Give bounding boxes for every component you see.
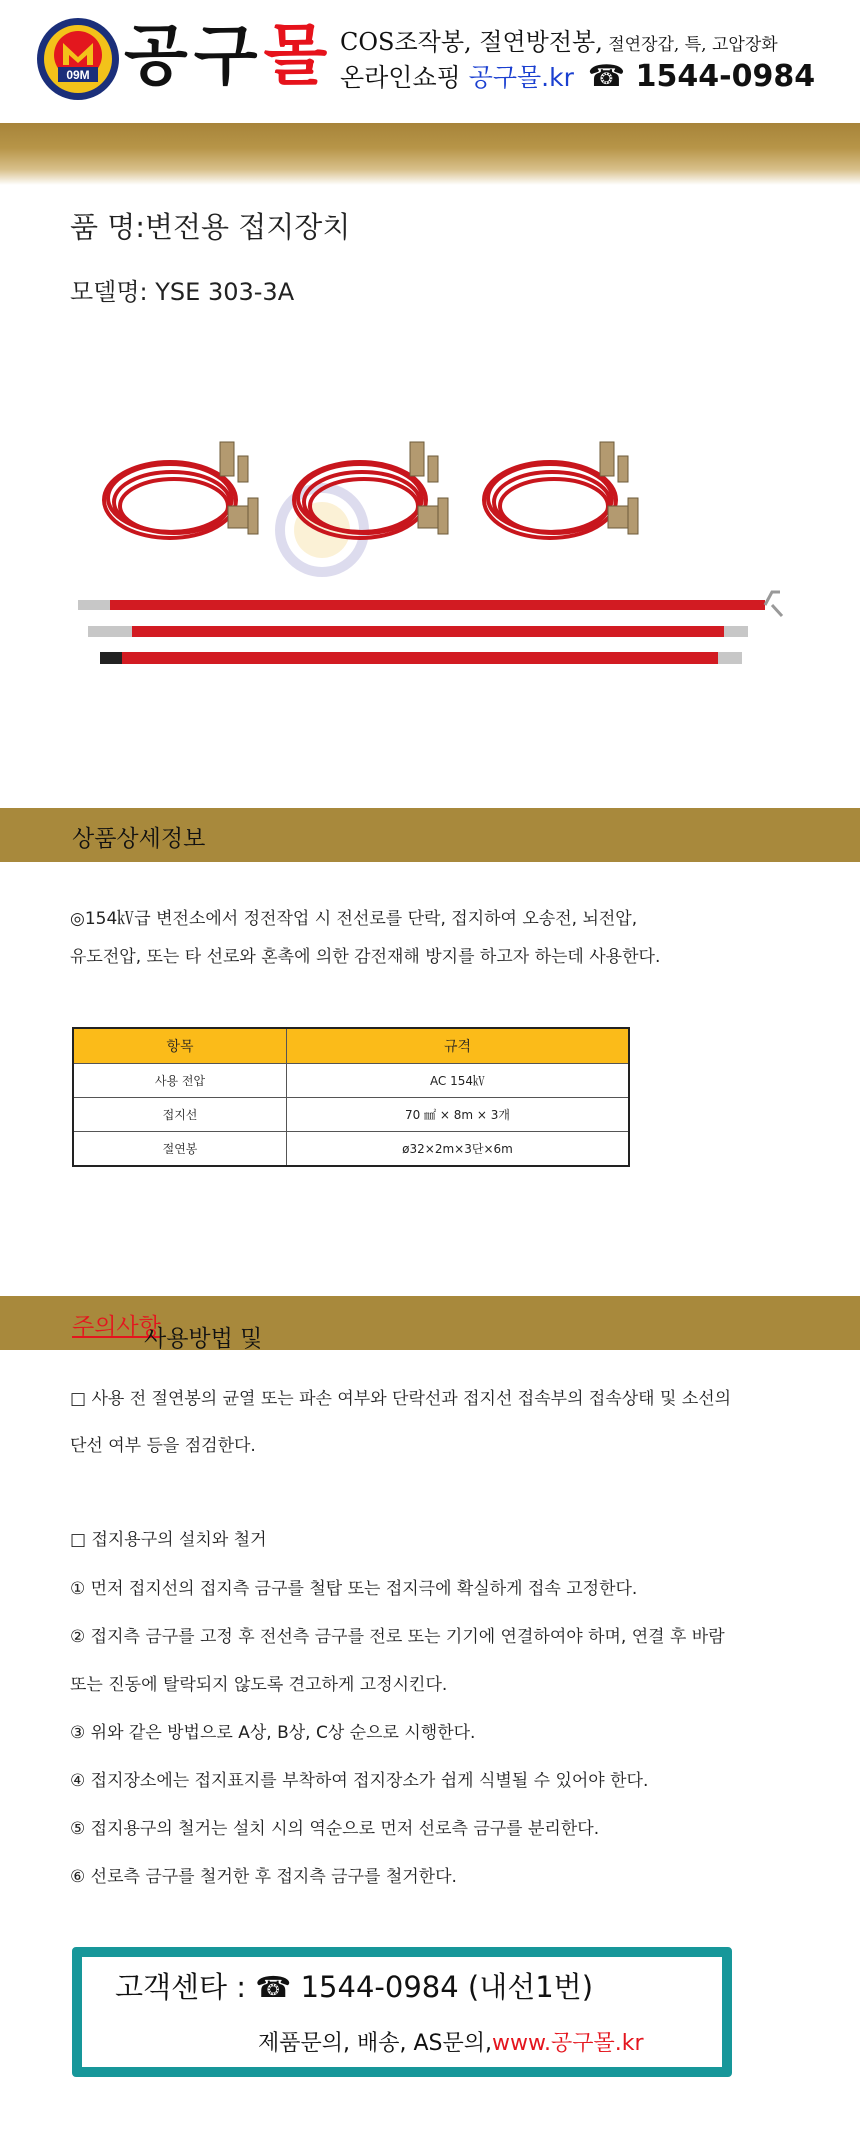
- spec-cell-item: 사용 전압: [73, 1064, 287, 1098]
- customer-center-services: 제품문의, 배송, AS문의,: [258, 2031, 492, 2056]
- spec-table: [72, 1027, 630, 1167]
- spec-cell-value: AC 154㎸: [287, 1064, 630, 1098]
- product-name: 품 명:변전용 접지장치: [70, 210, 351, 244]
- ground-cable-coil-1: [104, 462, 236, 538]
- tagline-small: 절연장갑, 특, 고압장화: [602, 35, 778, 55]
- usage-title-part1: 사용방법 및: [144, 1326, 263, 1352]
- spec-cell-value: ø32×2m×3단×6m: [287, 1132, 630, 1167]
- detail-description-line-2: 유도전압, 또는 타 선로와 혼촉에 의한 감전재해 방지를 하고자 하는데 사용한다.: [70, 947, 661, 967]
- phone-icon: ☎: [587, 59, 626, 94]
- phone-text: 1544-0984: [635, 59, 816, 94]
- table-row: [73, 1132, 629, 1167]
- insulating-pole-2: [88, 626, 748, 637]
- usage-section-title: [72, 1308, 263, 1352]
- spec-cell-value: 70 ㎟ × 8m × 3개: [287, 1098, 630, 1132]
- usage-line-10: ⑥ 선로측 금구를 철거한 후 접지측 금구를 철거한다.: [70, 1867, 457, 1887]
- brand-part2: 몰: [263, 16, 334, 94]
- phone-number[interactable]: [588, 59, 815, 94]
- product-model: 모델명: YSE 303-3A: [70, 278, 295, 306]
- usage-section-header: [0, 1296, 860, 1350]
- insulating-pole-1: [78, 592, 782, 616]
- spec-table-header-row: [73, 1028, 629, 1064]
- usage-line-8: ④ 접지장소에는 접지표지를 부착하여 접지장소가 쉽게 식별될 수 있어야 한다.: [70, 1771, 649, 1791]
- usage-line-3: □ 접지용구의 설치와 철거: [70, 1530, 267, 1550]
- customer-center-phone[interactable]: 고객센타 : ☎ 1544-0984 (내선1번): [115, 1970, 594, 2004]
- tagline-products: [340, 22, 778, 57]
- usage-line-1: □ 사용 전 절연봉의 균열 또는 파손 여부와 단락선과 접지선 접속부의 접속상태 및 소선의: [70, 1389, 732, 1409]
- brand-part1: 공구: [124, 16, 264, 94]
- tagline-main: COS조작봉, 절연방전봉,: [340, 28, 603, 56]
- detail-description-line-1: ◎154㎸급 변전소에서 정전작업 시 전선로를 단락, 접지하여 오송전, 뇌전압,: [70, 909, 638, 929]
- usage-title-warning: 주의사항: [72, 1314, 161, 1340]
- logo-text: 09M: [66, 68, 90, 82]
- tagline-contact: [340, 58, 815, 94]
- spec-cell-item: 접지선: [73, 1098, 287, 1132]
- brand-name: [124, 10, 333, 100]
- usage-line-9: ⑤ 접지용구의 철거는 설치 시의 역순으로 먼저 선로측 금구를 분리한다.: [70, 1819, 600, 1839]
- table-row: [73, 1098, 629, 1132]
- customer-center-info: [258, 2026, 644, 2057]
- usage-line-5: ② 접지측 금구를 고정 후 전선측 금구를 전로 또는 기기에 연결하여야 하며, 연결 후 바람: [70, 1627, 725, 1647]
- table-row: [73, 1064, 629, 1098]
- ground-cable-coil-3: [484, 462, 616, 538]
- usage-line-6: 또는 진동에 탈락되지 않도록 견고하게 고정시킨다.: [70, 1675, 448, 1695]
- insulating-pole-3: [100, 652, 742, 664]
- online-label: 온라인쇼핑: [340, 63, 461, 92]
- spec-cell-item: 절연봉: [73, 1132, 287, 1167]
- detail-section-title: 상품상세정보: [72, 826, 206, 852]
- detail-section-header: [0, 808, 860, 862]
- customer-center-url[interactable]: www.공구몰.kr: [492, 2031, 644, 2056]
- header-gold-band: [0, 123, 860, 185]
- logo-emblem[interactable]: [36, 17, 120, 101]
- spec-header-item: 항목: [73, 1028, 287, 1064]
- spec-header-spec: 규격: [287, 1028, 630, 1064]
- usage-line-7: ③ 위와 같은 방법으로 A상, B상, C상 순으로 시행한다.: [70, 1723, 476, 1743]
- site-link[interactable]: 공구몰.kr: [468, 63, 574, 92]
- usage-line-2: 단선 여부 등을 점검한다.: [70, 1436, 256, 1456]
- product-photo: [70, 420, 790, 700]
- usage-line-4: ① 먼저 접지선의 접지측 금구를 철탑 또는 접지극에 확실하게 접속 고정한다.: [70, 1579, 638, 1599]
